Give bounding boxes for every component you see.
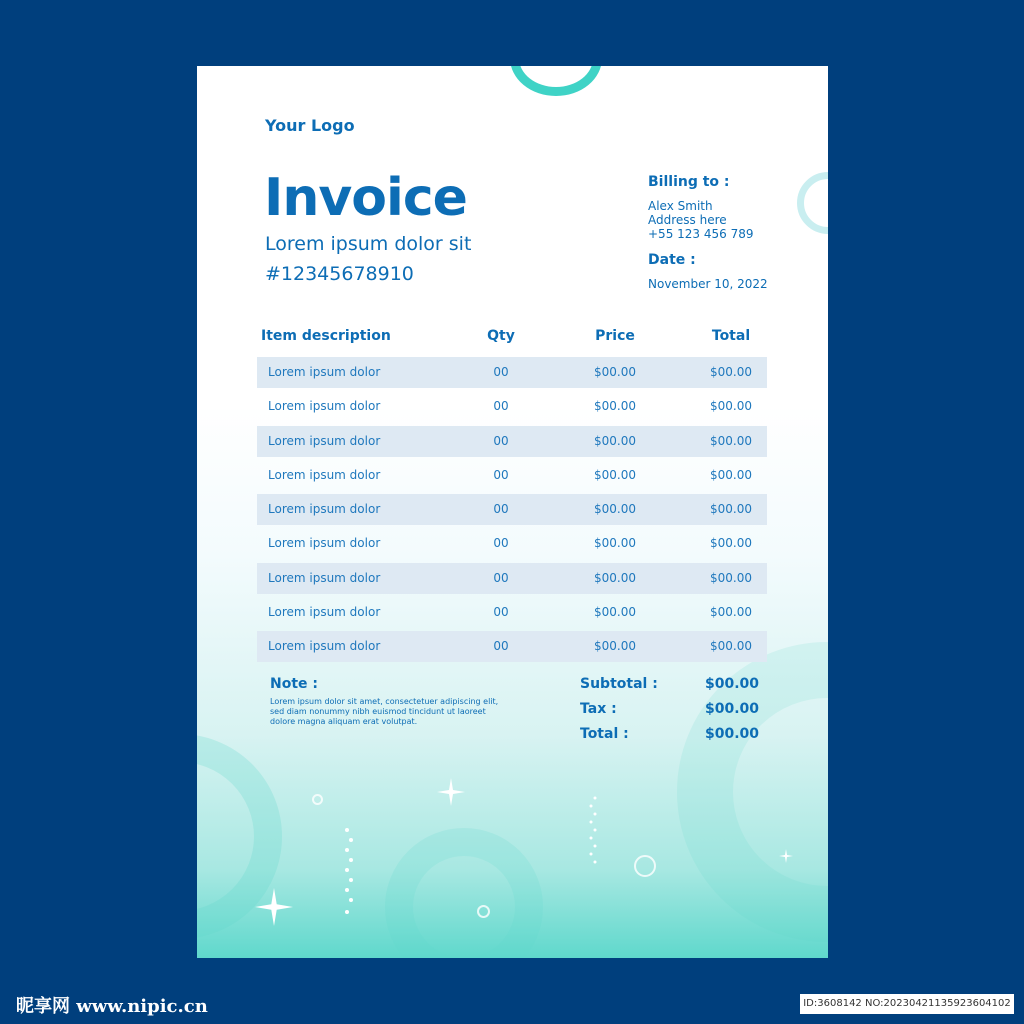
header-total: Total: [711, 328, 751, 344]
item-price: $00.00: [594, 605, 636, 620]
invoice-date: November 10, 2022: [648, 277, 768, 291]
item-total: $00.00: [710, 570, 752, 585]
item-qty: 00: [493, 639, 509, 654]
invoice-page: [197, 66, 828, 958]
dots-decoration: [337, 826, 357, 926]
subtotal-value: $00.00: [704, 676, 759, 692]
item-description: Lorem ipsum dolor: [268, 536, 381, 551]
item-qty: 00: [493, 433, 509, 448]
table-row: [257, 563, 767, 594]
item-total: $00.00: [710, 605, 752, 620]
date-label: Date :: [648, 252, 696, 268]
item-price: $00.00: [594, 467, 636, 482]
item-qty: 00: [493, 365, 509, 379]
tiny-circle-decoration: [312, 794, 323, 805]
table-header: [257, 328, 767, 348]
item-qty: 00: [493, 570, 509, 585]
small-circle-decoration: [634, 855, 656, 877]
item-qty: 00: [493, 502, 509, 517]
item-price: $00.00: [594, 502, 636, 517]
item-price: $00.00: [594, 399, 636, 414]
tax-value: $00.00: [704, 701, 759, 717]
bottom-center-ring-decoration: [385, 828, 543, 958]
total-label: Total :: [580, 726, 629, 742]
item-price: $00.00: [594, 639, 636, 654]
sparkle-icon: [255, 888, 293, 926]
item-price: $00.00: [594, 433, 636, 448]
sparkle-icon: [437, 778, 465, 806]
top-ring-decoration: [510, 66, 602, 96]
item-price: $00.00: [594, 570, 636, 585]
billing-name: Alex Smith: [648, 199, 713, 213]
total-value: $00.00: [704, 726, 759, 742]
table-row: [257, 460, 767, 491]
item-qty: 00: [493, 399, 509, 414]
item-total: $00.00: [710, 467, 752, 482]
table-row: [257, 494, 767, 525]
subtotal-label: Subtotal :: [580, 676, 658, 692]
sparkle-icon: [779, 849, 793, 863]
note-label: Note :: [270, 676, 318, 692]
item-description: Lorem ipsum dolor: [268, 570, 381, 585]
item-description: Lorem ipsum dolor: [268, 433, 381, 448]
item-qty: 00: [493, 467, 509, 482]
item-total: $00.00: [710, 639, 752, 654]
item-total: $00.00: [710, 433, 752, 448]
right-ring-decoration: [797, 172, 828, 234]
invoice-title: Invoice: [264, 168, 467, 228]
invoice-subtitle: Lorem ipsum dolor sit: [265, 233, 472, 255]
item-description: Lorem ipsum dolor: [268, 502, 381, 517]
item-total: $00.00: [710, 399, 752, 414]
table-row: [257, 426, 767, 457]
site-watermark: 昵享网 www.nipic.cn: [16, 996, 208, 1017]
dots-decoration: [585, 794, 601, 874]
tiny-circle-decoration: [477, 905, 490, 918]
table-row: [257, 597, 767, 628]
header-price: Price: [595, 328, 635, 344]
table-row: [257, 357, 767, 388]
invoice-number: #12345678910: [265, 263, 414, 285]
billing-address: Address here: [648, 213, 727, 227]
item-qty: 00: [493, 536, 509, 551]
item-price: $00.00: [594, 365, 636, 379]
item-total: $00.00: [710, 536, 752, 551]
billing-label: Billing to :: [648, 174, 730, 190]
billing-phone: +55 123 456 789: [648, 227, 754, 241]
item-description: Lorem ipsum dolor: [268, 639, 381, 654]
item-description: Lorem ipsum dolor: [268, 467, 381, 482]
item-total: $00.00: [710, 502, 752, 517]
item-price: $00.00: [594, 536, 636, 551]
header-qty: Qty: [487, 328, 515, 344]
item-description: Lorem ipsum dolor: [268, 365, 381, 379]
table-row: [257, 631, 767, 662]
item-total: $00.00: [710, 365, 752, 379]
tax-label: Tax :: [580, 701, 617, 717]
company-logo: Your Logo: [265, 116, 355, 135]
note-text: Lorem ipsum dolor sit amet, consectetuer adipiscing elit, sed diam nonummy nibh euismod tincidunt ut laoreet dolore magna aliquam erat volutpat.: [270, 697, 499, 726]
table-row: [257, 528, 767, 559]
item-qty: 00: [493, 605, 509, 620]
billing-details: [648, 199, 753, 241]
header-item-description: Item description: [261, 328, 391, 344]
table-row: [257, 391, 767, 422]
item-table: [257, 357, 767, 666]
item-description: Lorem ipsum dolor: [268, 605, 381, 620]
item-description: Lorem ipsum dolor: [268, 399, 381, 414]
image-id-watermark: ID:3608142 NO:20230421135923604102: [800, 994, 1014, 1014]
